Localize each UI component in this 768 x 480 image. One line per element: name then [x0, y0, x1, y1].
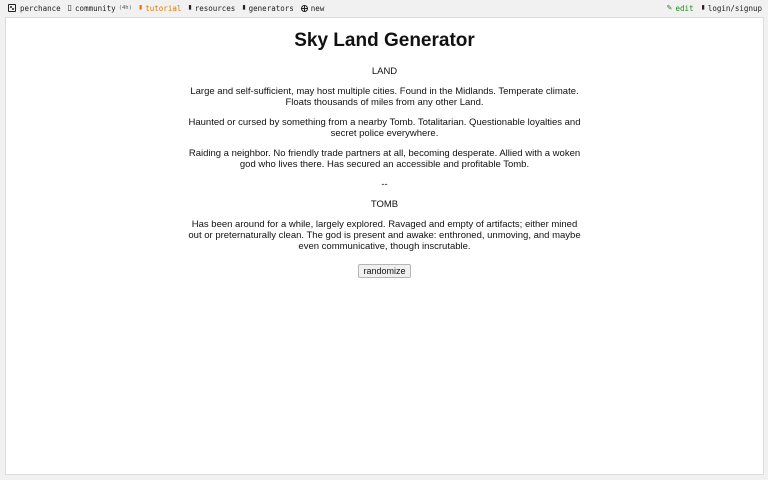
nav-new-label: new — [310, 3, 325, 13]
nav-edit[interactable] — [667, 4, 694, 13]
dice-icon — [8, 4, 16, 12]
button-row — [185, 261, 585, 279]
nav-edit-label: edit — [675, 3, 694, 13]
land-paragraph: Large and self-sufficient, may host multiple cities. Found in the Midlands. Temperate climate. Floats thousands of miles from any other Land. — [190, 86, 579, 108]
nav-new[interactable] — [301, 4, 325, 13]
section-separator: -- — [381, 179, 388, 190]
tomb-heading: TOMB — [370, 199, 399, 210]
land-paragraph: Raiding a neighbor. No friendly trade partners at all, becoming desperate. Allied with a woken god who lives there. Has secured an accessible and profitable Tomb. — [188, 148, 581, 170]
nav-community[interactable] — [68, 4, 132, 13]
nav-generators[interactable] — [242, 4, 293, 13]
nav-generators-label: generators — [248, 3, 294, 13]
top-nav-bar — [0, 0, 768, 16]
nav-tutorial[interactable] — [139, 4, 181, 13]
user-icon: ▮ — [701, 4, 705, 11]
nav-perchance[interactable] — [8, 4, 61, 13]
list-icon: ▮ — [242, 4, 246, 11]
randomize-button[interactable]: randomize — [358, 264, 410, 278]
land-paragraph: Haunted or cursed by something from a nearby Tomb. Totalitarian. Questionable loyalties and secret police everywhere. — [188, 117, 581, 139]
nav-community-label: community — [75, 3, 116, 13]
folder-icon: ▮ — [188, 4, 192, 11]
page-title: Sky Land Generator — [294, 30, 475, 51]
generator-content — [185, 30, 585, 279]
tomb-paragraph: Has been around for a while, largely explored. Ravaged and empty of artifacts; either mined out or preternaturally clean. The god is present and awake: enthroned, unmoving, and maybe even communicative, though inscrutable. — [188, 219, 581, 252]
nav-right-group — [659, 4, 762, 13]
nav-perchance-label: perchance — [20, 3, 61, 13]
generator-output — [185, 66, 585, 252]
nav-left-group — [8, 4, 331, 13]
plus-circle-icon — [301, 5, 308, 12]
book-icon: ▮ — [138, 4, 143, 11]
nav-login[interactable] — [702, 4, 763, 13]
nav-resources-label: resources — [194, 3, 236, 13]
nav-community-badge: (4h) — [118, 5, 132, 11]
nav-resources[interactable] — [188, 4, 235, 13]
nav-login-label: login/signup — [707, 3, 762, 13]
pencil-icon: ✎ — [666, 3, 673, 12]
nav-tutorial-label: tutorial — [145, 3, 182, 13]
generator-output-panel — [5, 17, 764, 475]
land-heading: LAND — [371, 66, 398, 77]
chat-icon: ▯ — [67, 3, 73, 12]
